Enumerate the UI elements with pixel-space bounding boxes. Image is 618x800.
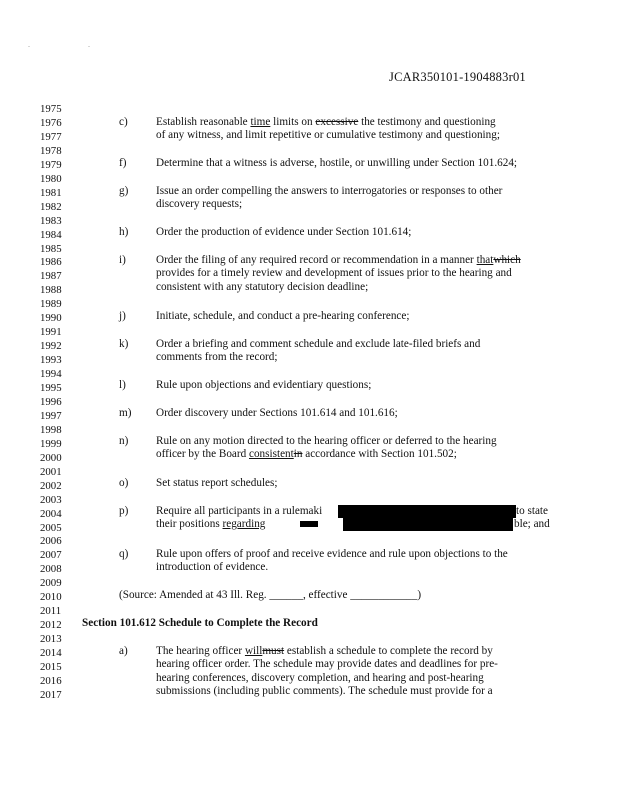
redaction-block: [338, 505, 516, 518]
line-number: 1980: [40, 172, 62, 185]
item-label-i: i): [119, 254, 126, 266]
item-label-j: j): [119, 310, 126, 322]
line-number: 2007: [40, 549, 62, 562]
item-q-line-2: introduction of evidence.: [156, 561, 269, 573]
line-number: 2002: [40, 479, 62, 492]
line-number: 2012: [40, 619, 62, 632]
line-number: 1981: [40, 186, 62, 199]
item-label-p: p): [119, 505, 129, 517]
line-number: 2004: [40, 507, 62, 520]
document-id: JCAR350101-1904883r01: [389, 70, 526, 84]
item-o-line-1: Set status report schedules;: [156, 477, 278, 489]
line-number: 2016: [40, 674, 62, 687]
item-f-line-1: Determine that a witness is adverse, hostile, or unwilling under Section 101.624;: [156, 157, 518, 169]
item-a-line-3: hearing conferences, discovery completion, and hearing and post-hearing: [156, 672, 484, 684]
item-label-m: m): [119, 407, 132, 419]
item-m-line-1: Order discovery under Sections 101.614 and 101.616;: [156, 407, 398, 419]
item-i-line-1: Order the filing of any required record or recommendation in a manner thatwhich: [156, 254, 521, 266]
redaction-block: [343, 518, 513, 531]
item-p-line-2: their positions regarding: [156, 518, 266, 530]
line-number: 2013: [40, 633, 62, 646]
line-number: 1982: [40, 200, 62, 213]
line-number: 1997: [40, 409, 62, 422]
deleted-text: excessive: [315, 116, 359, 128]
item-k-line-2: comments from the record;: [156, 351, 278, 363]
line-number: 1990: [40, 312, 62, 325]
item-c-line-1: Establish reasonable time limits on excessive the testimony and questioning: [156, 116, 496, 128]
redaction-mark: [300, 521, 318, 527]
line-number: 2008: [40, 563, 62, 576]
line-number: 1998: [40, 423, 62, 436]
source-note: (Source: Amended at 43 Ill. Reg. ______, effective ____________): [119, 589, 422, 601]
item-a-line-1: The hearing officer willmust establish a schedule to complete the record by: [156, 645, 493, 657]
item-h-line-1: Order the production of evidence under Section 101.614;: [156, 226, 412, 238]
line-number: 2017: [40, 688, 62, 701]
inserted-text: time: [250, 116, 271, 128]
item-a-line-2: hearing officer order. The schedule may provide dates and deadlines for pre-: [156, 658, 498, 670]
line-number: 1985: [40, 242, 62, 255]
line-number: 1984: [40, 228, 62, 241]
line-number: 2006: [40, 535, 62, 548]
line-number: 2003: [40, 493, 62, 506]
inserted-text: regarding: [222, 518, 266, 530]
item-i-line-3: consistent with any statutory decision deadline;: [156, 281, 369, 293]
line-number: 1978: [40, 144, 62, 157]
line-number: 2015: [40, 661, 62, 673]
line-number: 1999: [40, 437, 62, 450]
line-number: 1991: [40, 326, 62, 339]
line-number: 1996: [40, 395, 62, 408]
inserted-text: will: [244, 645, 263, 657]
item-label-h: h): [119, 226, 129, 238]
line-number: 1994: [40, 368, 62, 381]
line-number: 1987: [40, 270, 62, 283]
deleted-text: in: [293, 448, 303, 460]
line-number: 1986: [40, 256, 62, 269]
line-number: 2005: [40, 521, 62, 534]
line-number: 2000: [40, 451, 62, 464]
item-p-line-1-end: to state: [516, 505, 549, 517]
margin-marks: . .: [28, 40, 118, 49]
deleted-text: must: [262, 645, 285, 657]
section-title: Section 101.612 Schedule to Complete the Record: [82, 617, 318, 629]
line-number: 1977: [40, 130, 62, 143]
item-q-line-1: Rule upon offers of proof and receive evidence and rule upon objections to the: [156, 548, 508, 560]
inserted-text: consistent: [249, 448, 294, 460]
item-j-line-1: Initiate, schedule, and conduct a pre-hearing conference;: [156, 310, 410, 322]
line-number: 1988: [40, 284, 62, 297]
line-number: 1979: [40, 158, 62, 171]
deleted-text: which: [493, 254, 521, 266]
item-n-line-1: Rule on any motion directed to the hearing officer or deferred to the hearing: [156, 435, 497, 447]
line-number: 1975: [40, 103, 62, 115]
line-number: 1992: [40, 340, 62, 353]
item-label-c: c): [119, 116, 128, 128]
item-label-n: n): [119, 435, 129, 447]
line-number: 2014: [40, 647, 62, 660]
item-label-q: q): [119, 548, 129, 560]
line-number: 1983: [40, 214, 62, 227]
item-label-l: l): [119, 379, 126, 391]
line-number: 1993: [40, 354, 62, 367]
item-n-line-2: officer by the Board consistentin accordance with Section 101.502;: [156, 448, 457, 460]
item-label-o: o): [119, 477, 129, 489]
item-l-line-1: Rule upon objections and evidentiary questions;: [156, 379, 372, 391]
item-g-line-1: Issue an order compelling the answers to interrogatories or responses to other: [156, 185, 503, 197]
line-number: 1995: [40, 382, 62, 394]
item-p-line-1: Require all participants in a rulemaki: [156, 505, 323, 517]
item-label-a: a): [119, 645, 128, 657]
inserted-text: that: [476, 254, 494, 266]
line-number: 1976: [40, 116, 62, 129]
line-number: 2010: [40, 591, 62, 604]
item-label-g: g): [119, 185, 129, 197]
item-p-line-2-end: ble; and: [514, 518, 550, 530]
item-c-line-2: of any witness, and limit repetitive or cumulative testimony and questioning;: [156, 129, 500, 141]
line-number: 2011: [40, 605, 62, 618]
line-number: 2001: [40, 465, 62, 478]
item-a-line-4: submissions (including public comments). The schedule must provide for a: [156, 685, 493, 697]
item-label-f: f): [119, 157, 127, 169]
item-g-line-2: discovery requests;: [156, 198, 243, 210]
item-label-k: k): [119, 338, 129, 350]
line-number: 2009: [40, 577, 62, 590]
item-k-line-1: Order a briefing and comment schedule and exclude late-filed briefs and: [156, 338, 481, 350]
line-number: 1989: [40, 298, 62, 311]
item-i-line-2: provides for a timely review and development of issues prior to the hearing and: [156, 267, 512, 279]
